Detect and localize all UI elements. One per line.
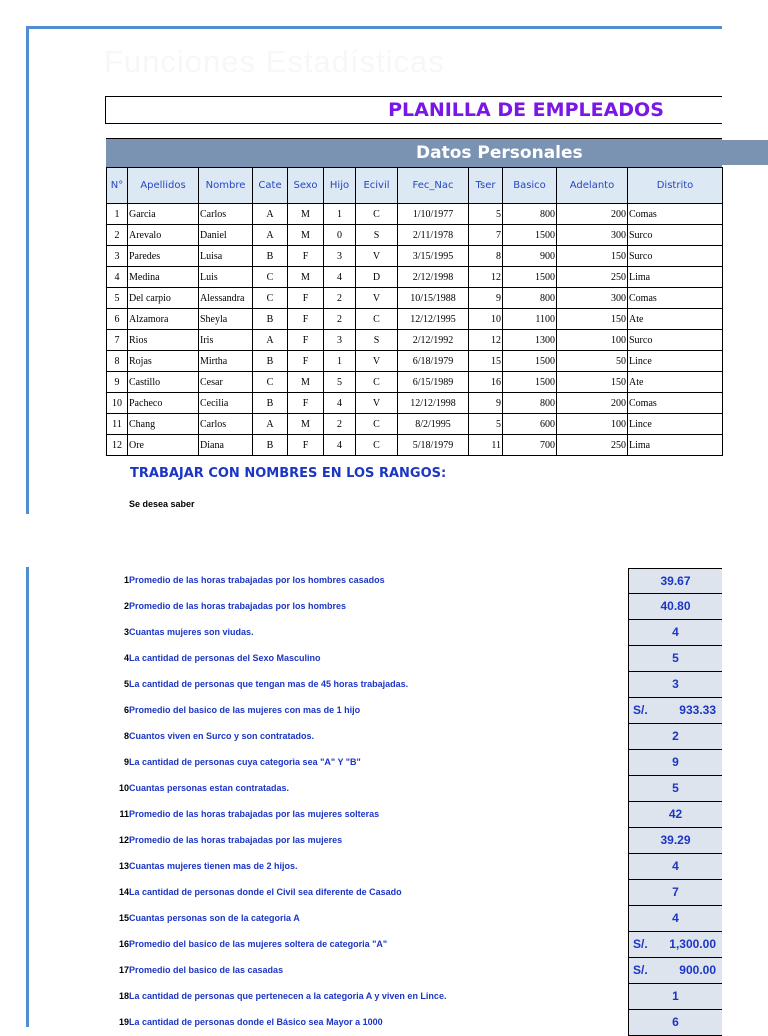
table-cell[interactable]: 9 xyxy=(107,372,128,393)
table-cell[interactable]: Garcia xyxy=(128,204,199,225)
question-text: Promedio de las horas trabajadas por los hombres casados xyxy=(129,575,385,585)
table-cell[interactable]: 200 xyxy=(557,393,628,414)
table-cell[interactable]: 10 xyxy=(469,309,503,330)
question-text: La cantidad de personas que pertenecen a la categoria A y viven en Lince. xyxy=(129,991,447,1001)
table-cell[interactable]: D xyxy=(356,267,398,288)
table-cell[interactable]: 3 xyxy=(324,246,356,267)
table-cell[interactable]: M xyxy=(288,204,324,225)
table-cell[interactable]: 2 xyxy=(324,309,356,330)
question-number: 9 xyxy=(123,757,129,767)
question-number: 6 xyxy=(123,705,129,715)
question-number: 4 xyxy=(123,653,129,663)
table-cell[interactable]: 8 xyxy=(469,246,503,267)
table-row xyxy=(107,435,723,456)
table-cell[interactable]: 300 xyxy=(557,288,628,309)
answer-cell[interactable] xyxy=(628,750,722,776)
answer-cell[interactable] xyxy=(628,672,722,698)
table-cell[interactable]: 12 xyxy=(107,435,128,456)
table-cell[interactable]: F xyxy=(288,246,324,267)
table-cell[interactable]: 100 xyxy=(557,330,628,351)
table-cell[interactable]: 100 xyxy=(557,414,628,435)
table-cell[interactable]: 3 xyxy=(107,246,128,267)
section-header-label: Datos Personales xyxy=(416,143,583,163)
table-cell[interactable]: Daniel xyxy=(199,225,253,246)
table-cell[interactable]: F xyxy=(288,309,324,330)
table-cell[interactable]: Luis xyxy=(199,267,253,288)
answer-value: 39.29 xyxy=(660,833,691,847)
table-cell[interactable]: B xyxy=(253,435,288,456)
question-number: 17 xyxy=(118,965,129,975)
table-cell[interactable]: 1500 xyxy=(503,351,557,372)
table-cell[interactable]: 900 xyxy=(503,246,557,267)
answer-cell[interactable] xyxy=(628,646,722,672)
title-cell[interactable] xyxy=(105,96,722,124)
table-cell[interactable]: Ate xyxy=(628,309,723,330)
question-number: 12 xyxy=(118,835,129,845)
table-cell[interactable]: B xyxy=(253,309,288,330)
table-cell[interactable]: 700 xyxy=(503,435,557,456)
question-text: Cuantas personas son de la categoria A xyxy=(129,913,300,923)
answer-value: 5 xyxy=(672,781,679,795)
question-text: Cuantos viven en Surco y son contratados. xyxy=(129,731,315,741)
question-text: Promedio del basico de las mujeres con mas de 1 hijo xyxy=(129,705,361,715)
answer-cell[interactable] xyxy=(628,828,722,854)
table-cell[interactable]: Alzamora xyxy=(128,309,199,330)
sheet-ghost-title: Funciones Estadísticas xyxy=(104,44,445,79)
column-header[interactable]: Nombre xyxy=(199,168,253,204)
table-cell[interactable]: 6/15/1989 xyxy=(398,372,469,393)
table-row xyxy=(107,246,723,267)
question-text: Cuantas mujeres tienen mas de 2 hijos. xyxy=(129,861,298,871)
table-cell[interactable]: 1300 xyxy=(503,330,557,351)
table-cell[interactable]: V xyxy=(356,288,398,309)
table-cell[interactable]: B xyxy=(253,351,288,372)
table-cell[interactable]: S xyxy=(356,330,398,351)
table-cell[interactable]: Surco xyxy=(628,246,723,267)
table-cell[interactable]: Mirtha xyxy=(199,351,253,372)
table-cell[interactable]: Iris xyxy=(199,330,253,351)
table-cell[interactable]: 5 xyxy=(324,372,356,393)
answer-value: 40.80 xyxy=(660,599,691,613)
question-number: 13 xyxy=(118,861,129,871)
question-number: 3 xyxy=(123,627,129,637)
table-cell[interactable]: Paredes xyxy=(128,246,199,267)
employee-table xyxy=(106,167,723,456)
table-cell[interactable]: 2 xyxy=(107,225,128,246)
answer-cell[interactable] xyxy=(628,880,722,906)
table-cell[interactable]: 11 xyxy=(107,414,128,435)
column-header[interactable]: Cate xyxy=(253,168,288,204)
table-cell[interactable]: Surco xyxy=(628,330,723,351)
table-cell[interactable]: 3/15/1995 xyxy=(398,246,469,267)
answer-value: 1,300.00 xyxy=(669,937,716,951)
answer-cell[interactable] xyxy=(628,594,722,620)
table-cell[interactable]: 1 xyxy=(107,204,128,225)
table-cell[interactable]: Surco xyxy=(628,225,723,246)
table-cell[interactable]: 1500 xyxy=(503,372,557,393)
answer-value: 4 xyxy=(672,911,679,925)
table-cell[interactable]: Ore xyxy=(128,435,199,456)
table-row xyxy=(107,225,723,246)
table-cell[interactable]: 1 xyxy=(324,351,356,372)
table-cell[interactable]: 12/12/1998 xyxy=(398,393,469,414)
table-cell[interactable]: Ate xyxy=(628,372,723,393)
table-cell[interactable]: 800 xyxy=(503,393,557,414)
question-text: Promedio de las horas trabajadas por las mujeres xyxy=(129,835,343,845)
table-cell[interactable]: 6/18/1979 xyxy=(398,351,469,372)
answer-cell[interactable] xyxy=(628,984,722,1010)
table-cell[interactable]: 4 xyxy=(107,267,128,288)
column-header[interactable]: Apellidos xyxy=(128,168,199,204)
table-cell[interactable]: 15 xyxy=(469,351,503,372)
table-cell[interactable]: A xyxy=(253,330,288,351)
left-border-line xyxy=(26,26,29,514)
table-cell[interactable]: V xyxy=(356,246,398,267)
table-cell[interactable]: 1 xyxy=(324,204,356,225)
table-cell[interactable]: 7 xyxy=(107,330,128,351)
table-cell[interactable]: 6 xyxy=(107,309,128,330)
table-cell[interactable]: 150 xyxy=(557,246,628,267)
table-cell[interactable]: 2/12/1992 xyxy=(398,330,469,351)
table-row xyxy=(107,309,723,330)
column-header[interactable]: Sexo xyxy=(288,168,324,204)
table-cell[interactable]: M xyxy=(288,225,324,246)
column-header[interactable]: Hijo xyxy=(324,168,356,204)
answer-value: 3 xyxy=(672,677,679,691)
table-cell[interactable]: 1500 xyxy=(503,267,557,288)
question-number: 2 xyxy=(123,601,129,611)
table-cell[interactable]: 12 xyxy=(469,267,503,288)
table-cell[interactable]: M xyxy=(288,414,324,435)
top-border-line xyxy=(26,26,722,29)
table-cell[interactable]: Lima xyxy=(628,267,723,288)
question-text: La cantidad de personas del Sexo Masculino xyxy=(129,653,321,663)
table-row xyxy=(107,267,723,288)
answer-cell[interactable] xyxy=(628,776,722,802)
table-cell[interactable]: 16 xyxy=(469,372,503,393)
table-cell[interactable]: Arevalo xyxy=(128,225,199,246)
table-cell[interactable]: 5 xyxy=(469,414,503,435)
table-cell[interactable]: F xyxy=(288,393,324,414)
column-header[interactable]: Adelanto xyxy=(557,168,628,204)
question-number: 15 xyxy=(118,913,129,923)
table-cell[interactable]: C xyxy=(356,372,398,393)
table-cell[interactable]: 4 xyxy=(324,435,356,456)
table-cell[interactable]: C xyxy=(356,204,398,225)
table-cell[interactable]: 1500 xyxy=(503,225,557,246)
table-cell[interactable]: 8 xyxy=(107,351,128,372)
table-cell[interactable]: Lima xyxy=(628,435,723,456)
table-cell[interactable]: 250 xyxy=(557,435,628,456)
table-row xyxy=(107,414,723,435)
table-cell[interactable]: 1100 xyxy=(503,309,557,330)
answer-value: 39.67 xyxy=(660,574,691,588)
column-header[interactable]: Basico xyxy=(503,168,557,204)
question-number: 14 xyxy=(118,887,129,897)
question-text: La cantidad de personas donde el Civil sea diferente de Casado xyxy=(129,887,402,897)
question-text: Promedio de las horas trabajadas por los hombres xyxy=(129,601,347,611)
table-cell[interactable]: C xyxy=(356,414,398,435)
table-cell[interactable]: Sheyla xyxy=(199,309,253,330)
answer-cell[interactable] xyxy=(628,698,722,724)
table-cell[interactable]: 150 xyxy=(557,309,628,330)
section-header-bar xyxy=(106,138,722,167)
question-number: 11 xyxy=(119,809,129,819)
question-text: La cantidad de personas cuya categorìa sea "A" Y "B" xyxy=(129,757,361,767)
table-cell[interactable]: Diana xyxy=(199,435,253,456)
table-cell[interactable]: 7 xyxy=(469,225,503,246)
table-cell[interactable]: 2 xyxy=(324,414,356,435)
question-text: La cantidad de personas que tengan mas de 45 horas trabajadas. xyxy=(129,679,409,689)
table-cell[interactable]: Rojas xyxy=(128,351,199,372)
table-cell[interactable]: 250 xyxy=(557,267,628,288)
table-cell[interactable]: Alessandra xyxy=(199,288,253,309)
table-cell[interactable]: F xyxy=(288,288,324,309)
question-number: 18 xyxy=(118,991,129,1001)
table-cell[interactable]: 2/11/1978 xyxy=(398,225,469,246)
question-number: 19 xyxy=(118,1017,129,1027)
answer-cell[interactable] xyxy=(628,1010,722,1036)
answer-value: 4 xyxy=(672,625,679,639)
answer-cell[interactable] xyxy=(628,854,722,880)
table-cell[interactable]: Carlos xyxy=(199,204,253,225)
question-number: 16 xyxy=(118,939,129,949)
currency-symbol: S/. xyxy=(633,963,648,977)
table-cell[interactable]: Castillo xyxy=(128,372,199,393)
table-cell[interactable]: Lince xyxy=(628,414,723,435)
table-header-row xyxy=(107,168,723,204)
table-cell[interactable]: S xyxy=(356,225,398,246)
answer-value: 933.33 xyxy=(679,703,716,717)
column-header[interactable]: Distrito xyxy=(628,168,723,204)
table-row xyxy=(107,351,723,372)
table-cell[interactable]: C xyxy=(356,435,398,456)
table-cell[interactable]: Comas xyxy=(628,288,723,309)
table-cell[interactable]: 5/18/1979 xyxy=(398,435,469,456)
answer-cell[interactable] xyxy=(628,724,722,750)
question-text: Promedio del basico de las mujeres soltera de categoria "A" xyxy=(129,939,388,949)
table-cell[interactable]: V xyxy=(356,351,398,372)
answer-cell[interactable] xyxy=(628,802,722,828)
table-cell[interactable]: 11 xyxy=(469,435,503,456)
table-cell[interactable]: A xyxy=(253,414,288,435)
column-header[interactable]: Ecivil xyxy=(356,168,398,204)
table-cell[interactable]: 5 xyxy=(469,204,503,225)
question-text: Promedio de las horas trabajadas por las mujeres solteras xyxy=(129,809,380,819)
table-cell[interactable]: F xyxy=(288,435,324,456)
table-cell[interactable]: C xyxy=(356,309,398,330)
table-cell[interactable]: 8/2/1995 xyxy=(398,414,469,435)
question-text: Promedio del basico de las casadas xyxy=(129,965,284,975)
answer-value: 1 xyxy=(672,989,679,1003)
table-cell[interactable]: 9 xyxy=(469,393,503,414)
answer-cell[interactable] xyxy=(628,568,722,594)
table-cell[interactable]: 300 xyxy=(557,225,628,246)
table-cell[interactable]: 0 xyxy=(324,225,356,246)
answer-value: 5 xyxy=(672,651,679,665)
table-cell[interactable]: Medina xyxy=(128,267,199,288)
table-cell[interactable]: Carlos xyxy=(199,414,253,435)
answer-cell[interactable] xyxy=(628,958,722,984)
table-cell[interactable]: 10 xyxy=(107,393,128,414)
table-cell[interactable]: 12 xyxy=(469,330,503,351)
answer-value: 4 xyxy=(672,859,679,873)
table-cell[interactable]: A xyxy=(253,204,288,225)
table-cell[interactable]: 2/12/1998 xyxy=(398,267,469,288)
table-cell[interactable]: Rios xyxy=(128,330,199,351)
question-text: La cantidad de personas donde el Básico sea Mayor a 1000 xyxy=(129,1017,383,1027)
table-cell[interactable]: Chang xyxy=(128,414,199,435)
table-row xyxy=(107,372,723,393)
table-row xyxy=(107,204,723,225)
table-cell[interactable]: Cecilia xyxy=(199,393,253,414)
table-cell[interactable]: F xyxy=(288,351,324,372)
answer-value: 900.00 xyxy=(679,963,716,977)
answer-value: 9 xyxy=(672,755,679,769)
answer-value: 42 xyxy=(668,807,683,821)
table-cell[interactable]: 10/15/1988 xyxy=(398,288,469,309)
currency-symbol: S/. xyxy=(633,703,648,717)
table-cell[interactable]: 5 xyxy=(107,288,128,309)
table-row xyxy=(107,330,723,351)
table-cell[interactable]: C xyxy=(253,267,288,288)
page-title: PLANILLA DE EMPLEADOS xyxy=(388,99,664,121)
table-cell[interactable]: V xyxy=(356,393,398,414)
table-cell[interactable]: 800 xyxy=(503,288,557,309)
table-cell[interactable]: B xyxy=(253,393,288,414)
section-title: TRABAJAR CON NOMBRES EN LOS RANGOS: xyxy=(130,466,447,481)
table-cell[interactable]: Cesar xyxy=(199,372,253,393)
answer-cell[interactable] xyxy=(628,932,722,958)
section-subtitle: Se desea saber xyxy=(129,499,195,509)
question-number: 10 xyxy=(118,783,129,793)
answer-cell[interactable] xyxy=(628,620,722,646)
table-cell[interactable]: 9 xyxy=(469,288,503,309)
column-header[interactable]: Fec_Nac xyxy=(398,168,469,204)
question-number: 1 xyxy=(123,575,129,585)
table-cell[interactable]: 2 xyxy=(324,288,356,309)
table-cell[interactable]: C xyxy=(253,372,288,393)
table-cell[interactable]: Del carpio xyxy=(128,288,199,309)
table-cell[interactable]: 4 xyxy=(324,393,356,414)
table-cell[interactable]: B xyxy=(253,246,288,267)
table-cell[interactable]: Comas xyxy=(628,204,723,225)
table-cell[interactable]: 600 xyxy=(503,414,557,435)
section-header-extension xyxy=(722,140,768,165)
table-cell[interactable]: A xyxy=(253,225,288,246)
table-row xyxy=(107,288,723,309)
table-cell[interactable]: 150 xyxy=(557,372,628,393)
column-header[interactable]: Tser xyxy=(469,168,503,204)
table-cell[interactable]: M xyxy=(288,372,324,393)
table-cell[interactable]: 4 xyxy=(324,267,356,288)
table-cell[interactable]: Lince xyxy=(628,351,723,372)
table-cell[interactable]: M xyxy=(288,267,324,288)
table-cell[interactable]: F xyxy=(288,330,324,351)
table-cell[interactable]: 3 xyxy=(324,330,356,351)
question-text: Cuantas personas estan contratadas. xyxy=(129,783,290,793)
answer-cell[interactable] xyxy=(628,906,722,932)
question-number: 5 xyxy=(123,679,129,689)
answer-value: 6 xyxy=(672,1015,679,1029)
table-cell[interactable]: Luisa xyxy=(199,246,253,267)
table-cell[interactable]: Comas xyxy=(628,393,723,414)
table-cell[interactable]: 1/10/1977 xyxy=(398,204,469,225)
answer-value: 7 xyxy=(672,885,679,899)
currency-symbol: S/. xyxy=(633,937,648,951)
answer-value: 2 xyxy=(672,729,679,743)
column-header[interactable]: N° xyxy=(107,168,128,204)
table-cell[interactable]: 12/12/1995 xyxy=(398,309,469,330)
table-cell[interactable]: 800 xyxy=(503,204,557,225)
table-cell[interactable]: C xyxy=(253,288,288,309)
table-cell[interactable]: Pacheco xyxy=(128,393,199,414)
table-cell[interactable]: 200 xyxy=(557,204,628,225)
question-number: 8 xyxy=(123,731,129,741)
question-text: Cuantas mujeres son viudas. xyxy=(129,627,254,637)
table-cell[interactable]: 50 xyxy=(557,351,628,372)
table-row xyxy=(107,393,723,414)
